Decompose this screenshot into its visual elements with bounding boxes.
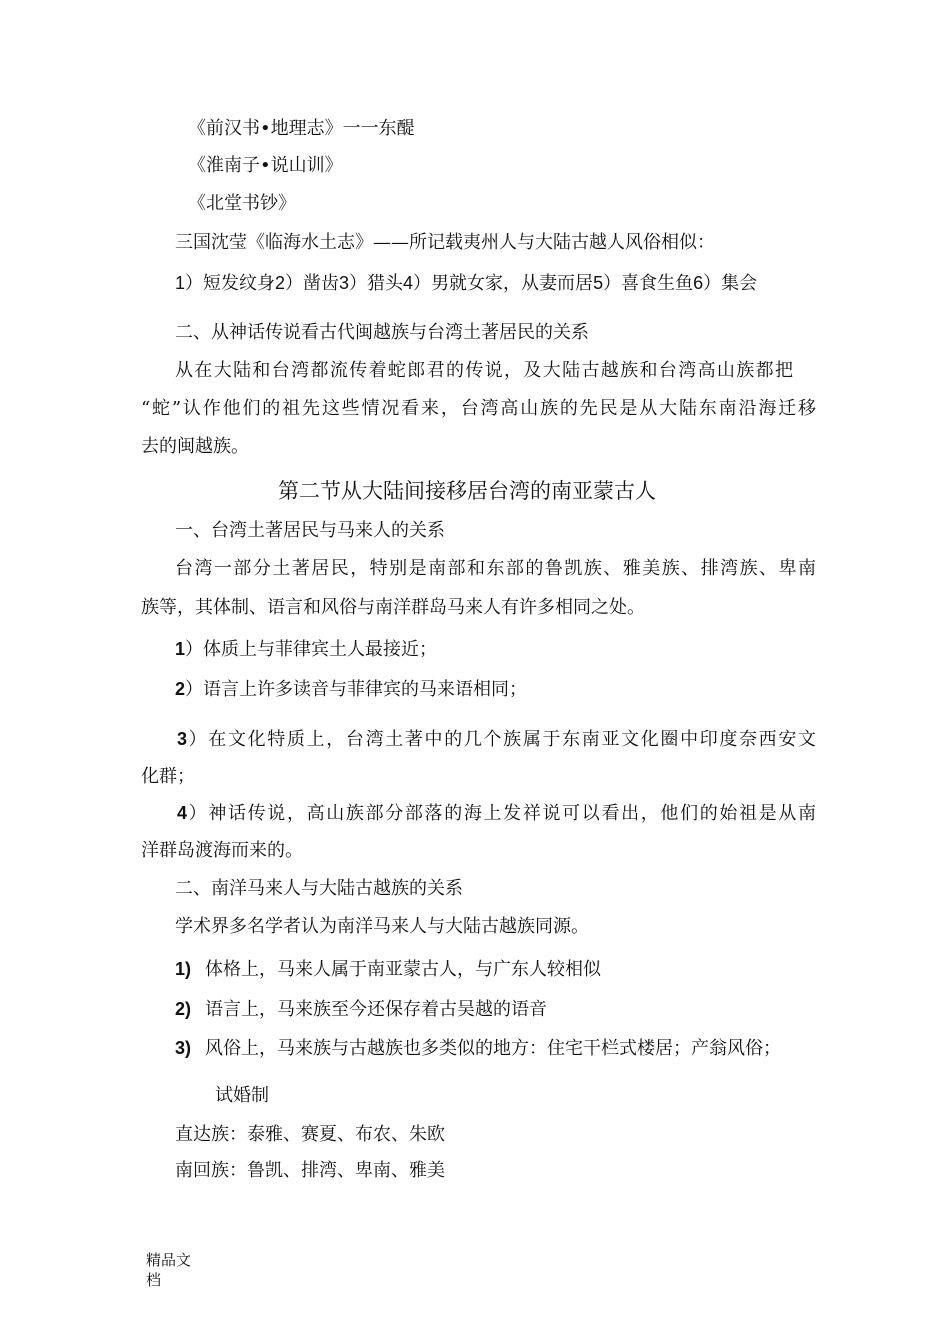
customs-num-3: 3） bbox=[339, 273, 368, 293]
list-item: 4）神话传说，高山族部分部落的海上发祥说可以看出，他们的始祖是从南 bbox=[177, 803, 816, 824]
source-line-huainanzi: 《淮南子•说山训》 bbox=[188, 155, 343, 176]
customs-text-3: 猎头 bbox=[367, 273, 404, 294]
list-item: 1) 体格上，马来人属于南亚蒙古人，与广东人较相似 bbox=[175, 959, 601, 980]
paragraph-line: 族等，其体制、语言和风俗与南洋群岛马来人有许多相同之处。 bbox=[141, 597, 645, 618]
list-item: 2）语言上许多读音与菲律宾的马来语相同； bbox=[175, 679, 528, 700]
customs-text-1: 短发纹身 bbox=[203, 273, 276, 294]
tribe-line-zhida: 直达族：泰雅、赛夏、布农、朱欧 bbox=[175, 1124, 445, 1145]
footer-watermark-line2: 档 bbox=[146, 1271, 162, 1289]
list-item: 3) 风俗上，马来族与古越族也多类似的地方：住宅干栏式楼居；产翁风俗； bbox=[175, 1038, 781, 1059]
footer-watermark-line1: 精品文 bbox=[146, 1251, 192, 1269]
list-item: 1）体质上与菲律宾土人最接近； bbox=[175, 639, 438, 660]
tribe-line-nanhui: 南回族：鲁凯、排湾、卑南、雅美 bbox=[175, 1160, 445, 1181]
customs-num-5: 5） bbox=[593, 273, 622, 293]
source-line-qianhanshu: 《前汉书•地理志》一一东醍 bbox=[188, 118, 415, 139]
customs-text-4: 男就女家，从妻而居 bbox=[431, 273, 594, 294]
list-item: 2) 语言上，马来族至今还保存着古吴越的语音 bbox=[175, 999, 547, 1020]
customs-text-2: 凿齿 bbox=[303, 273, 340, 294]
customs-num-4: 4） bbox=[403, 273, 432, 293]
list-item: 3）在文化特质上，台湾土著中的几个族属于东南亚文化圈中印度奈西安文 bbox=[177, 729, 816, 750]
customs-num-2: 2） bbox=[275, 273, 304, 293]
paragraph-line: 去的闽越族。 bbox=[141, 436, 249, 457]
paragraph-line: “蛇”认作他们的祖先这些情况看来，台湾高山族的先民是从大陆东南沿海迁移 bbox=[141, 398, 816, 419]
customs-text-5: 喜食生鱼 bbox=[621, 273, 694, 294]
list-item-continued: 洋群岛渡海而来的。 bbox=[141, 840, 303, 861]
source-line-linhai: 三国沈莹《临海水土志》——所记载夷州人与大陆古越人风俗相似： bbox=[175, 232, 715, 253]
customs-text-6: 集会 bbox=[721, 273, 758, 294]
section-heading-myth: 二、从神话传说看古代闽越族与台湾土著居民的关系 bbox=[175, 322, 589, 343]
customs-num-6: 6） bbox=[693, 273, 722, 293]
list-item-continued: 试婚制 bbox=[215, 1085, 269, 1106]
paragraph-line: 台湾一部分土著居民，特别是南部和东部的鲁凯族、雅美族、排湾族、卑南 bbox=[175, 558, 816, 579]
section-heading-origin: 二、南洋马来人与大陆古越族的关系 bbox=[175, 878, 463, 899]
section-heading-malay: 一、台湾土著居民与马来人的关系 bbox=[175, 520, 445, 541]
list-item-continued: 化群； bbox=[141, 766, 195, 787]
source-line-beitangshuchao: 《北堂书钞》 bbox=[188, 193, 296, 214]
customs-num-1: 1） bbox=[175, 273, 204, 293]
paragraph-line: 从在大陆和台湾都流传着蛇郎君的传说，及大陆古越族和台湾高山族都把 bbox=[175, 360, 793, 381]
customs-list bbox=[175, 272, 757, 295]
section-title: 第二节从大陆间接移居台湾的南亚蒙古人 bbox=[278, 479, 656, 503]
paragraph-line: 学术界多名学者认为南洋马来人与大陆古越族同源。 bbox=[175, 916, 589, 937]
